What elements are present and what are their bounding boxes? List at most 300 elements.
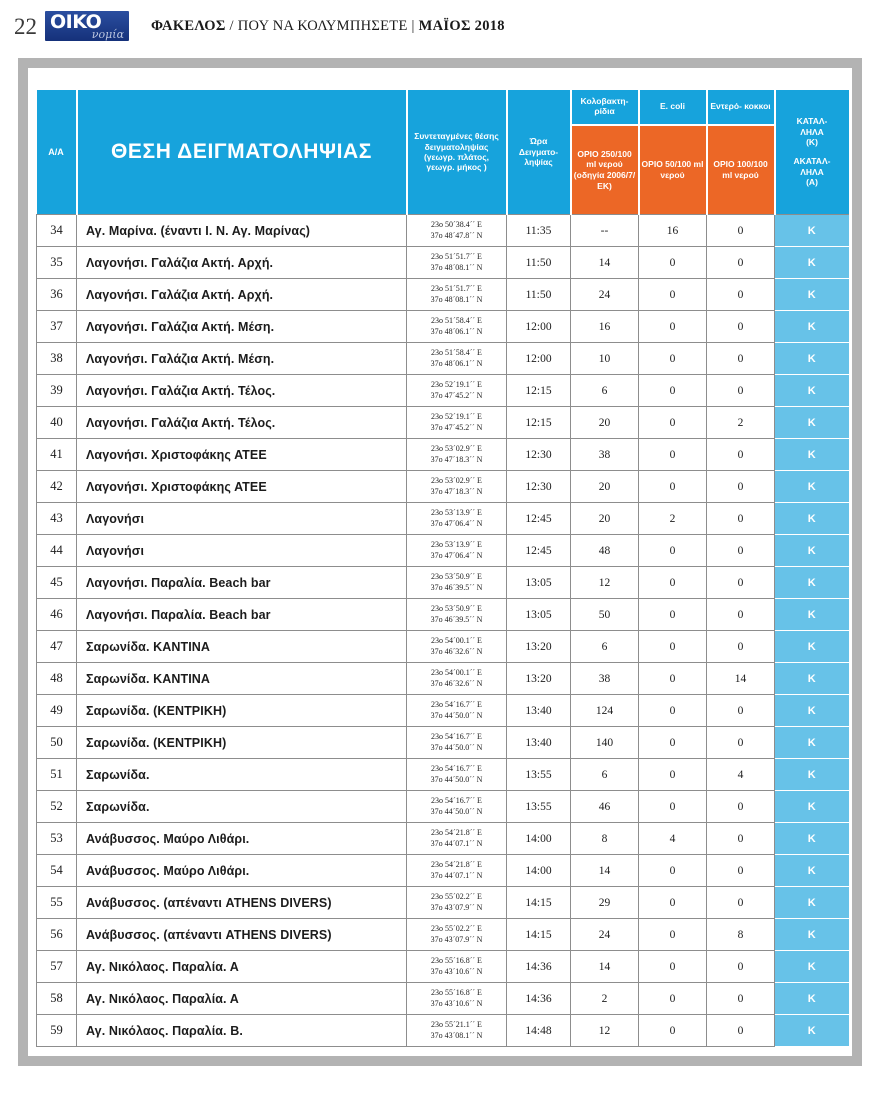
cell-ecoli: 0 bbox=[639, 663, 707, 695]
column-header-aa: Α/Α bbox=[37, 90, 77, 215]
coordinate-longitude: 37ο 46´39.5´´ N bbox=[430, 614, 483, 624]
coordinate-longitude: 37ο 43´08.1´´ N bbox=[430, 1030, 483, 1040]
cell-position: Λαγονήσι. Χριστοφάκης ΑΤΕΕ bbox=[77, 471, 407, 503]
cell-position: Λαγονήσι. Παραλία. Beach bar bbox=[77, 599, 407, 631]
table-row bbox=[37, 919, 849, 951]
cell-enterococci: 0 bbox=[707, 599, 775, 631]
cell-ecoli: 0 bbox=[639, 855, 707, 887]
coordinate-longitude: 37ο 48´47.8´´ N bbox=[430, 230, 483, 240]
coordinate-longitude: 37ο 47´18.3´´ N bbox=[430, 486, 483, 496]
coordinate-latitude: 23ο 51´58.4´´ E bbox=[431, 316, 482, 326]
cell-coliform: 46 bbox=[571, 791, 639, 823]
cell-coliform: 20 bbox=[571, 503, 639, 535]
cell-enterococci: 0 bbox=[707, 279, 775, 311]
cell-coordinates bbox=[407, 919, 507, 951]
column-header-enterococci bbox=[707, 90, 775, 215]
cell-coliform: 16 bbox=[571, 311, 639, 343]
cell-suitability: Κ bbox=[775, 855, 849, 887]
suitability-line-4: ΑΚΑΤΑΛ- bbox=[793, 156, 831, 166]
coordinate-latitude: 23ο 54´16.7´´ E bbox=[431, 700, 482, 710]
cell-suitability: Κ bbox=[775, 1015, 849, 1047]
cell-suitability: Κ bbox=[775, 727, 849, 759]
cell-coordinates bbox=[407, 1015, 507, 1047]
coordinate-latitude: 23ο 55´21.1´´ E bbox=[431, 1020, 482, 1030]
cell-enterococci: 0 bbox=[707, 535, 775, 567]
cell-time: 12:30 bbox=[507, 439, 571, 471]
cell-coordinates bbox=[407, 823, 507, 855]
cell-enterococci: 0 bbox=[707, 695, 775, 727]
table-row bbox=[37, 343, 849, 375]
cell-coliform: 20 bbox=[571, 471, 639, 503]
cell-suitability: Κ bbox=[775, 695, 849, 727]
cell-enterococci: 0 bbox=[707, 951, 775, 983]
cell-position: Λαγονήσι bbox=[77, 503, 407, 535]
column-header-position: ΘΕΣΗ ΔΕΙΓΜΑΤΟΛΗΨΙΑΣ bbox=[77, 90, 407, 215]
coordinate-latitude: 23ο 55´02.2´´ E bbox=[431, 924, 482, 934]
ecoli-title: E. coli bbox=[659, 101, 686, 112]
table-row bbox=[37, 503, 849, 535]
page-header bbox=[0, 0, 880, 46]
cell-aa: 36 bbox=[37, 279, 77, 311]
cell-time: 12:00 bbox=[507, 343, 571, 375]
table-row bbox=[37, 855, 849, 887]
cell-time: 12:15 bbox=[507, 375, 571, 407]
cell-ecoli: 16 bbox=[639, 215, 707, 247]
column-header-time: Ώρα Δειγματο- ληψίας bbox=[507, 90, 571, 215]
cell-time: 11:50 bbox=[507, 247, 571, 279]
cell-coordinates bbox=[407, 951, 507, 983]
cell-coordinates bbox=[407, 631, 507, 663]
sampling-results-table bbox=[36, 90, 849, 1047]
cell-time: 14:00 bbox=[507, 855, 571, 887]
column-header-ecoli bbox=[639, 90, 707, 215]
coordinate-latitude: 23ο 54´00.1´´ E bbox=[431, 668, 482, 678]
coordinate-longitude: 37ο 46´39.5´´ N bbox=[430, 582, 483, 592]
cell-ecoli: 0 bbox=[639, 1015, 707, 1047]
cell-coliform: 14 bbox=[571, 855, 639, 887]
cell-aa: 47 bbox=[37, 631, 77, 663]
cell-position: Ανάβυσσος. (απέναντι ATHENS DIVERS) bbox=[77, 919, 407, 951]
page-folio-number: 22 bbox=[14, 13, 37, 39]
table-frame bbox=[18, 58, 862, 1066]
cell-position: Σαρωνίδα. ΚΑΝΤΙΝΑ bbox=[77, 663, 407, 695]
cell-coliform: 14 bbox=[571, 951, 639, 983]
coordinate-longitude: 37ο 43´10.6´´ N bbox=[430, 966, 483, 976]
cell-coliform: 20 bbox=[571, 407, 639, 439]
cell-ecoli: 0 bbox=[639, 439, 707, 471]
table-row bbox=[37, 311, 849, 343]
cell-coordinates bbox=[407, 567, 507, 599]
cell-coordinates bbox=[407, 599, 507, 631]
cell-suitability: Κ bbox=[775, 631, 849, 663]
table-row bbox=[37, 631, 849, 663]
coordinate-latitude: 23ο 54´16.7´´ E bbox=[431, 796, 482, 806]
cell-aa: 42 bbox=[37, 471, 77, 503]
cell-ecoli: 0 bbox=[639, 887, 707, 919]
coordinate-latitude: 23ο 54´16.7´´ E bbox=[431, 764, 482, 774]
coordinate-longitude: 37ο 44´50.0´´ N bbox=[430, 742, 483, 752]
cell-coordinates bbox=[407, 471, 507, 503]
cell-enterococci: 14 bbox=[707, 663, 775, 695]
cell-aa: 54 bbox=[37, 855, 77, 887]
suitability-line-6: (Α) bbox=[806, 177, 818, 188]
header-row bbox=[37, 90, 849, 215]
cell-coliform: 6 bbox=[571, 375, 639, 407]
cell-aa: 35 bbox=[37, 247, 77, 279]
coordinate-longitude: 37ο 44´07.1´´ N bbox=[430, 838, 483, 848]
table-row bbox=[37, 823, 849, 855]
table-row bbox=[37, 471, 849, 503]
cell-suitability: Κ bbox=[775, 247, 849, 279]
cell-ecoli: 0 bbox=[639, 695, 707, 727]
cell-ecoli: 0 bbox=[639, 791, 707, 823]
cell-time: 12:00 bbox=[507, 311, 571, 343]
cell-suitability: Κ bbox=[775, 759, 849, 791]
enterococci-limit: ΟΡΙΟ 100/100 ml νερού bbox=[708, 124, 774, 214]
cell-ecoli: 0 bbox=[639, 375, 707, 407]
cell-coordinates bbox=[407, 247, 507, 279]
cell-coordinates bbox=[407, 695, 507, 727]
cell-aa: 56 bbox=[37, 919, 77, 951]
table-row bbox=[37, 663, 849, 695]
logo-main-text: OIKO bbox=[50, 11, 102, 33]
cell-enterococci: 0 bbox=[707, 983, 775, 1015]
cell-coliform: 6 bbox=[571, 759, 639, 791]
cell-aa: 37 bbox=[37, 311, 77, 343]
table-row bbox=[37, 759, 849, 791]
cell-suitability: Κ bbox=[775, 215, 849, 247]
suitability-line-2: ΛΗΛΑ bbox=[800, 126, 824, 137]
coordinate-latitude: 23ο 55´16.8´´ E bbox=[431, 956, 482, 966]
cell-ecoli: 0 bbox=[639, 631, 707, 663]
cell-position: Σαρωνίδα. (ΚΕΝΤΡΙΚΗ) bbox=[77, 727, 407, 759]
cell-coordinates bbox=[407, 215, 507, 247]
cell-ecoli: 0 bbox=[639, 311, 707, 343]
cell-enterococci: 0 bbox=[707, 855, 775, 887]
cell-ecoli: 0 bbox=[639, 279, 707, 311]
cell-coliform: 24 bbox=[571, 919, 639, 951]
cell-suitability: Κ bbox=[775, 407, 849, 439]
table-row bbox=[37, 247, 849, 279]
cell-time: 12:30 bbox=[507, 471, 571, 503]
kicker-separator-2: | bbox=[407, 17, 419, 34]
cell-suitability: Κ bbox=[775, 567, 849, 599]
cell-aa: 52 bbox=[37, 791, 77, 823]
suitability-line-1: ΚΑΤΑΛ- bbox=[796, 116, 828, 127]
table-body bbox=[37, 215, 849, 1047]
coordinate-latitude: 23ο 52´19.1´´ E bbox=[431, 412, 482, 422]
suitability-line-5: ΛΗΛΑ bbox=[800, 166, 824, 177]
cell-aa: 38 bbox=[37, 343, 77, 375]
coordinate-longitude: 37ο 43´07.9´´ N bbox=[430, 902, 483, 912]
cell-suitability: Κ bbox=[775, 375, 849, 407]
coordinate-latitude: 23ο 53´02.9´´ E bbox=[431, 444, 482, 454]
cell-enterococci: 0 bbox=[707, 247, 775, 279]
table-head bbox=[37, 90, 849, 215]
coordinate-latitude: 23ο 50´38.4´´ E bbox=[431, 220, 482, 230]
cell-coordinates bbox=[407, 791, 507, 823]
cell-enterococci: 0 bbox=[707, 727, 775, 759]
cell-position: Σαρωνίδα. (ΚΕΝΤΡΙΚΗ) bbox=[77, 695, 407, 727]
cell-coordinates bbox=[407, 407, 507, 439]
coordinate-latitude: 23ο 54´21.8´´ E bbox=[431, 860, 482, 870]
cell-position: Λαγονήσι. Γαλάζια Ακτή. Τέλος. bbox=[77, 375, 407, 407]
cell-position: Αγ. Μαρίνα. (έναντι Ι. Ν. Αγ. Μαρίνας) bbox=[77, 215, 407, 247]
cell-aa: 51 bbox=[37, 759, 77, 791]
cell-coliform: 50 bbox=[571, 599, 639, 631]
table-row bbox=[37, 887, 849, 919]
coliform-limit: ΟΡΙΟ 250/100 ml νερού (οδηγία 2006/7/ ΕΚ) bbox=[572, 124, 638, 214]
cell-suitability: Κ bbox=[775, 919, 849, 951]
cell-suitability: Κ bbox=[775, 343, 849, 375]
column-header-coordinates: Συντεταγμένες θέσης δειγματοληψίας (γεωγρ. πλάτος, γεωγρ. μήκος ) bbox=[407, 90, 507, 215]
cell-time: 13:20 bbox=[507, 631, 571, 663]
cell-suitability: Κ bbox=[775, 663, 849, 695]
cell-aa: 44 bbox=[37, 535, 77, 567]
table-row bbox=[37, 951, 849, 983]
cell-enterococci: 0 bbox=[707, 887, 775, 919]
coordinate-latitude: 23ο 54´16.7´´ E bbox=[431, 732, 482, 742]
cell-ecoli: 0 bbox=[639, 343, 707, 375]
cell-position: Ανάβυσσος. Μαύρο Λιθάρι. bbox=[77, 823, 407, 855]
cell-time: 11:50 bbox=[507, 279, 571, 311]
cell-enterococci: 0 bbox=[707, 375, 775, 407]
cell-aa: 49 bbox=[37, 695, 77, 727]
coliform-title: Κολοβακτη- ρίδια bbox=[580, 96, 629, 116]
cell-coliform: 12 bbox=[571, 567, 639, 599]
cell-coliform: 38 bbox=[571, 663, 639, 695]
cell-position: Ανάβυσσος. Μαύρο Λιθάρι. bbox=[77, 855, 407, 887]
coordinate-longitude: 37ο 48´06.1´´ N bbox=[430, 326, 483, 336]
coordinate-latitude: 23ο 52´19.1´´ E bbox=[431, 380, 482, 390]
cell-time: 14:15 bbox=[507, 919, 571, 951]
cell-aa: 39 bbox=[37, 375, 77, 407]
table-row bbox=[37, 215, 849, 247]
coordinate-latitude: 23ο 53´50.9´´ E bbox=[431, 604, 482, 614]
coordinate-latitude: 23ο 51´51.7´´ E bbox=[431, 252, 482, 262]
coordinate-longitude: 37ο 44´50.0´´ N bbox=[430, 806, 483, 816]
cell-ecoli: 0 bbox=[639, 599, 707, 631]
cell-aa: 45 bbox=[37, 567, 77, 599]
cell-aa: 34 bbox=[37, 215, 77, 247]
cell-ecoli: 0 bbox=[639, 407, 707, 439]
cell-coordinates bbox=[407, 983, 507, 1015]
table-row bbox=[37, 375, 849, 407]
cell-aa: 50 bbox=[37, 727, 77, 759]
cell-time: 13:55 bbox=[507, 791, 571, 823]
cell-coliform: 10 bbox=[571, 343, 639, 375]
cell-suitability: Κ bbox=[775, 279, 849, 311]
coordinate-latitude: 23ο 51´58.4´´ E bbox=[431, 348, 482, 358]
cell-coordinates bbox=[407, 311, 507, 343]
coordinate-longitude: 37ο 47´06.4´´ N bbox=[430, 518, 483, 528]
cell-time: 13:20 bbox=[507, 663, 571, 695]
table-row bbox=[37, 791, 849, 823]
column-header-suitability bbox=[775, 90, 849, 215]
coordinate-longitude: 37ο 46´32.6´´ N bbox=[430, 678, 483, 688]
cell-aa: 58 bbox=[37, 983, 77, 1015]
cell-position: Λαγονήσι. Παραλία. Beach bar bbox=[77, 567, 407, 599]
coordinate-longitude: 37ο 47´45.2´´ N bbox=[430, 390, 483, 400]
cell-ecoli: 0 bbox=[639, 247, 707, 279]
coordinate-longitude: 37ο 44´50.0´´ N bbox=[430, 774, 483, 784]
cell-suitability: Κ bbox=[775, 791, 849, 823]
cell-aa: 43 bbox=[37, 503, 77, 535]
cell-suitability: Κ bbox=[775, 887, 849, 919]
cell-coordinates bbox=[407, 279, 507, 311]
cell-enterococci: 0 bbox=[707, 439, 775, 471]
kicker-issue-date: ΜΑΪΟΣ 2018 bbox=[418, 17, 505, 34]
table-row bbox=[37, 567, 849, 599]
cell-coordinates bbox=[407, 887, 507, 919]
cell-coliform: -- bbox=[571, 215, 639, 247]
cell-time: 13:55 bbox=[507, 759, 571, 791]
cell-coordinates bbox=[407, 535, 507, 567]
cell-position: Σαρωνίδα. bbox=[77, 759, 407, 791]
cell-time: 13:05 bbox=[507, 567, 571, 599]
oikonomia-logo bbox=[45, 11, 129, 41]
coordinate-longitude: 37ο 48´08.1´´ N bbox=[430, 294, 483, 304]
cell-time: 14:36 bbox=[507, 951, 571, 983]
cell-enterococci: 0 bbox=[707, 1015, 775, 1047]
coordinate-longitude: 37ο 43´10.6´´ N bbox=[430, 998, 483, 1008]
coordinate-latitude: 23ο 54´00.1´´ E bbox=[431, 636, 482, 646]
kicker-separator-1: / bbox=[225, 17, 238, 34]
cell-ecoli: 0 bbox=[639, 951, 707, 983]
cell-enterococci: 0 bbox=[707, 823, 775, 855]
cell-suitability: Κ bbox=[775, 983, 849, 1015]
cell-coordinates bbox=[407, 375, 507, 407]
cell-time: 13:40 bbox=[507, 695, 571, 727]
cell-suitability: Κ bbox=[775, 471, 849, 503]
cell-aa: 57 bbox=[37, 951, 77, 983]
cell-enterococci: 8 bbox=[707, 919, 775, 951]
cell-coliform: 8 bbox=[571, 823, 639, 855]
coordinate-latitude: 23ο 55´02.2´´ E bbox=[431, 892, 482, 902]
cell-enterococci: 4 bbox=[707, 759, 775, 791]
cell-position: Αγ. Νικόλαος. Παραλία. Α bbox=[77, 983, 407, 1015]
coordinate-longitude: 37ο 43´07.9´´ N bbox=[430, 934, 483, 944]
kicker-topic: ΠΟΥ ΝΑ ΚΟΛΥΜΠΗΣΕΤΕ bbox=[237, 17, 408, 34]
table-row bbox=[37, 535, 849, 567]
cell-enterococci: 0 bbox=[707, 311, 775, 343]
cell-ecoli: 0 bbox=[639, 471, 707, 503]
cell-position: Αγ. Νικόλαος. Παραλία. Α bbox=[77, 951, 407, 983]
coordinate-latitude: 23ο 53´02.9´´ E bbox=[431, 476, 482, 486]
cell-position: Ανάβυσσος. (απέναντι ATHENS DIVERS) bbox=[77, 887, 407, 919]
cell-coliform: 12 bbox=[571, 1015, 639, 1047]
cell-coordinates bbox=[407, 855, 507, 887]
table-row bbox=[37, 279, 849, 311]
cell-ecoli: 0 bbox=[639, 919, 707, 951]
coordinate-longitude: 37ο 48´08.1´´ N bbox=[430, 262, 483, 272]
cell-time: 12:45 bbox=[507, 535, 571, 567]
kicker-section: ΦΑΚΕΛΟΣ bbox=[151, 17, 226, 34]
table-row bbox=[37, 727, 849, 759]
table-row bbox=[37, 983, 849, 1015]
suitability-line-3: (Κ) bbox=[806, 137, 818, 148]
cell-position: Λαγονήσι. Γαλάζια Ακτή. Αρχή. bbox=[77, 279, 407, 311]
cell-aa: 53 bbox=[37, 823, 77, 855]
coordinate-latitude: 23ο 53´13.9´´ E bbox=[431, 508, 482, 518]
cell-coordinates bbox=[407, 503, 507, 535]
cell-coordinates bbox=[407, 663, 507, 695]
cell-aa: 48 bbox=[37, 663, 77, 695]
cell-position: Λαγονήσι. Γαλάζια Ακτή. Αρχή. bbox=[77, 247, 407, 279]
cell-enterococci: 0 bbox=[707, 471, 775, 503]
cell-coordinates bbox=[407, 439, 507, 471]
page-kicker bbox=[151, 18, 505, 35]
table-row bbox=[37, 695, 849, 727]
cell-coordinates bbox=[407, 727, 507, 759]
table-row bbox=[37, 407, 849, 439]
cell-suitability: Κ bbox=[775, 599, 849, 631]
cell-time: 14:00 bbox=[507, 823, 571, 855]
cell-aa: 55 bbox=[37, 887, 77, 919]
cell-aa: 46 bbox=[37, 599, 77, 631]
cell-coordinates bbox=[407, 343, 507, 375]
cell-ecoli: 2 bbox=[639, 503, 707, 535]
column-header-coliform bbox=[571, 90, 639, 215]
cell-time: 13:40 bbox=[507, 727, 571, 759]
cell-coliform: 124 bbox=[571, 695, 639, 727]
cell-ecoli: 0 bbox=[639, 759, 707, 791]
logo-sub-text: νομία bbox=[91, 28, 124, 41]
table-row bbox=[37, 1015, 849, 1047]
coordinate-latitude: 23ο 53´13.9´´ E bbox=[431, 540, 482, 550]
cell-position: Αγ. Νικόλαος. Παραλία. Β. bbox=[77, 1015, 407, 1047]
cell-coliform: 6 bbox=[571, 631, 639, 663]
enterococci-title: Εντερό- κοκκοι bbox=[710, 101, 771, 112]
cell-enterococci: 0 bbox=[707, 503, 775, 535]
cell-position: Λαγονήσι bbox=[77, 535, 407, 567]
cell-enterococci: 0 bbox=[707, 343, 775, 375]
cell-ecoli: 0 bbox=[639, 535, 707, 567]
ecoli-limit: ΟΡΙΟ 50/100 ml νερού bbox=[640, 124, 706, 214]
cell-aa: 41 bbox=[37, 439, 77, 471]
cell-coliform: 140 bbox=[571, 727, 639, 759]
coordinate-latitude: 23ο 51´51.7´´ E bbox=[431, 284, 482, 294]
cell-position: Λαγονήσι. Χριστοφάκης ΑΤΕΕ bbox=[77, 439, 407, 471]
cell-coliform: 24 bbox=[571, 279, 639, 311]
cell-coliform: 48 bbox=[571, 535, 639, 567]
suitability-spacer bbox=[778, 148, 847, 156]
cell-enterococci: 0 bbox=[707, 567, 775, 599]
coordinate-longitude: 37ο 48´06.1´´ N bbox=[430, 358, 483, 368]
cell-coliform: 38 bbox=[571, 439, 639, 471]
cell-suitability: Κ bbox=[775, 503, 849, 535]
cell-time: 12:15 bbox=[507, 407, 571, 439]
cell-time: 14:15 bbox=[507, 887, 571, 919]
cell-enterococci: 0 bbox=[707, 215, 775, 247]
cell-aa: 59 bbox=[37, 1015, 77, 1047]
coordinate-latitude: 23ο 53´50.9´´ E bbox=[431, 572, 482, 582]
cell-ecoli: 0 bbox=[639, 727, 707, 759]
cell-enterococci: 0 bbox=[707, 791, 775, 823]
coordinate-longitude: 37ο 44´50.0´´ N bbox=[430, 710, 483, 720]
coordinate-latitude: 23ο 54´21.8´´ E bbox=[431, 828, 482, 838]
cell-ecoli: 0 bbox=[639, 567, 707, 599]
cell-position: Λαγονήσι. Γαλάζια Ακτή. Μέση. bbox=[77, 343, 407, 375]
cell-coliform: 29 bbox=[571, 887, 639, 919]
cell-suitability: Κ bbox=[775, 439, 849, 471]
table-row bbox=[37, 599, 849, 631]
coordinate-longitude: 37ο 47´06.4´´ N bbox=[430, 550, 483, 560]
cell-suitability: Κ bbox=[775, 823, 849, 855]
cell-time: 13:05 bbox=[507, 599, 571, 631]
coordinate-longitude: 37ο 44´07.1´´ N bbox=[430, 870, 483, 880]
cell-suitability: Κ bbox=[775, 951, 849, 983]
